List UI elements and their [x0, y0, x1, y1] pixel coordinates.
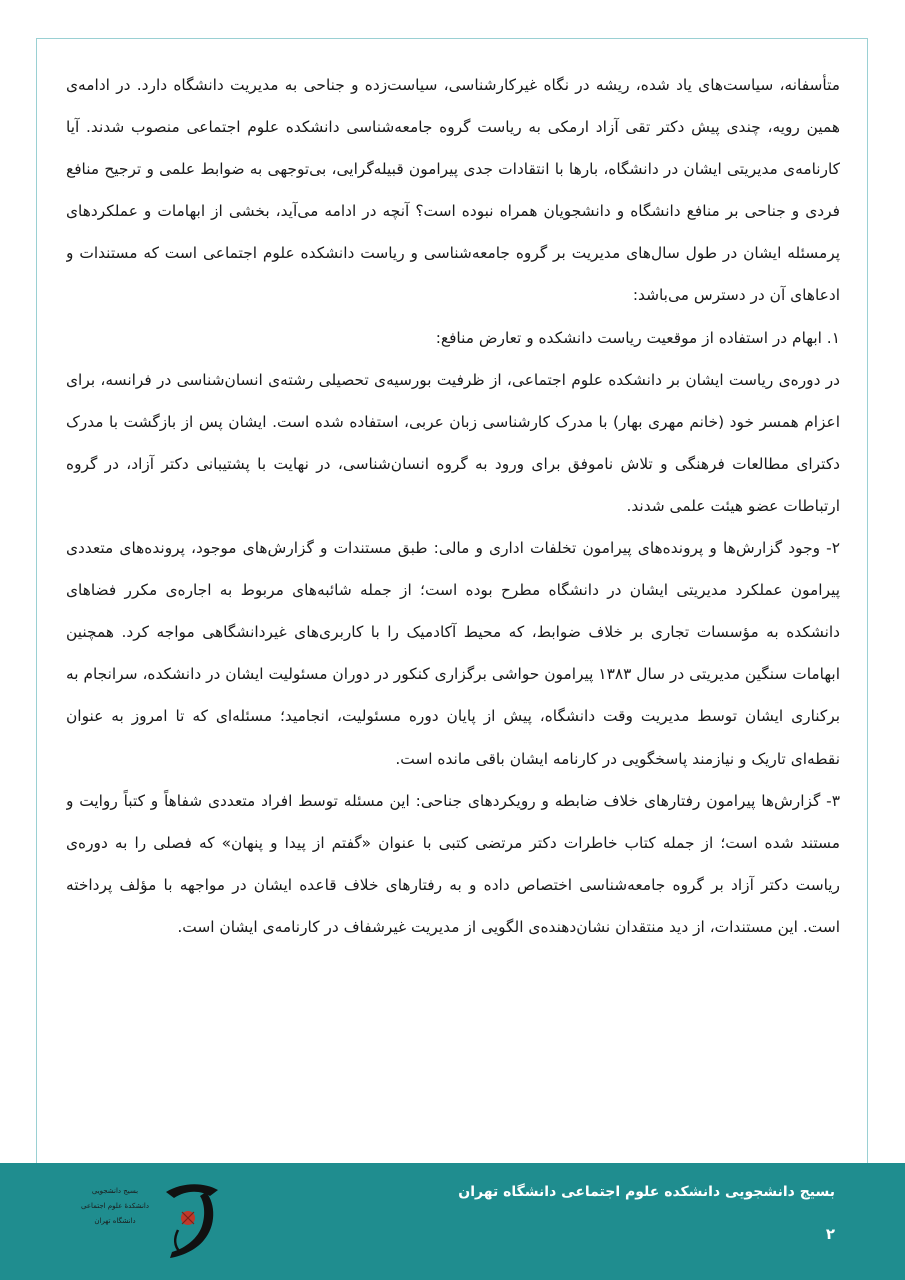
section-1-paragraph: در دوره‌ی ریاست ایشان بر دانشکده علوم اجتماعی، از ظرفیت بورسیه‌ی تحصیلی رشته‌ی انسان‌شناسی در فرانسه، برای اعزام همسر خود (خانم مهری بهار) با مدرک کارشناسی زبان عربی، استفاده شده است. ایشان پس از بازگشت با مدرک دکترای مطالعات فرهنگی و تلاش ناموفق برای ورود به گروه انسان‌شناسی، در نهایت با پشتیبانی دکتر آزاد، در گروه ارتباطات عضو هیئت علمی شدند.	[66, 370, 840, 515]
intro-paragraph: متأسفانه، سیاست‌های یاد شده، ریشه در نگاه غیرکارشناسی، سیاست‌زده و جناحی به مدیریت دانشگاه دارد. در ادامه‌ی همین رویه، چندی پیش دکتر تقی آزاد ارمکی به ریاست گروه جامعه‌شناسی دانشکده علوم اجتماعی منصوب شدند. آیا کارنامه‌ی مدیریتی ایشان در دانشگاه، بارها با انتقادات جدی پیرامون قبیله‌گرایی، بی‌توجهی به ضوابط علمی و ترجیح منافع فردی و جناحی بر منافع دانشگاه و دانشجویان همراه نبوده است؟ آنچه در ادامه می‌آید، بخشی از ابهامات و عملکردهای پرمسئله ایشان در طول سال‌های مدیریت بر گروه جامعه‌شناسی و ریاست دانشکده علوم اجتماعی است که مستندات و ادعاهای آن در دسترس می‌باشد:	[66, 76, 840, 305]
logo-text	[72, 1184, 158, 1229]
logo-line: دانشگاه تهران	[94, 1217, 136, 1225]
footer-title: بسیج دانشجویی دانشکده علوم اجتماعی دانشگاه تهران	[458, 1184, 835, 1200]
logo-line: بسیج دانشجویی	[91, 1187, 139, 1195]
page-number: ۲	[825, 1225, 835, 1243]
section-2-paragraph: ۲- وجود گزارش‌ها و پرونده‌های پیرامون تخلفات اداری و مالی: طبق مستندات و گزارش‌های موجود، پرونده‌های متعددی پیرامون عملکرد مدیریتی ایشان در دانشگاه مطرح بوده است؛ از جمله شائبه‌های مربوط به اجاره‌ی مکرر فضاهای دانشکده به مؤسسات تجاری بر خلاف ضوابط، که محیط آکادمیک را با کاربری‌های غیردانشگاهی مواجه کرد. همچنین ابهامات سنگین مدیریتی در سال ۱۳۸۳ پیرامون حواشی برگزاری کنکور در دوران مسئولیت ایشان در دانشکده، سرانجام به برکناری ایشان توسط مدیریت وقت دانشگاه، پیش از پایان دوره مسئولیت، انجامید؛ مسئله‌ای که تا امروز به عنوان نقطه‌ای تاریک و نیازمند پاسخگویی در کارنامه ایشان باقی مانده است.	[66, 539, 840, 768]
basij-emblem-icon	[160, 1178, 222, 1262]
section-3-paragraph: ۳- گزارش‌ها پیرامون رفتارهای خلاف ضابطه و رویکردهای جناحی: این مسئله توسط افراد متعددی شفاهاً و کتباً روایت و مستند شده است؛ از جمله کتاب خاطرات دکتر مرتضی کتبی با عنوان «گفتم از پیدا و پنهان» که فصلی را به دوره‌ی ریاست دکتر آزاد بر گروه جامعه‌شناسی اختصاص داده و به رفتارهای خلاف قاعده ایشان در مواجهه با مؤلف پرداخته است. این مستندات، از دید منتقدان نشان‌دهنده‌ی الگویی از مدیریت غیرشفاف در کارنامه‌ی ایشان است.	[66, 791, 840, 936]
article-body	[66, 64, 840, 1144]
organization-logo	[72, 1176, 222, 1266]
section-1-heading: ۱. ابهام در استفاده از موقعیت ریاست دانشکده و تعارض منافع:	[435, 328, 840, 347]
logo-line: دانشکدهٔ علوم اجتماعی	[81, 1202, 149, 1210]
